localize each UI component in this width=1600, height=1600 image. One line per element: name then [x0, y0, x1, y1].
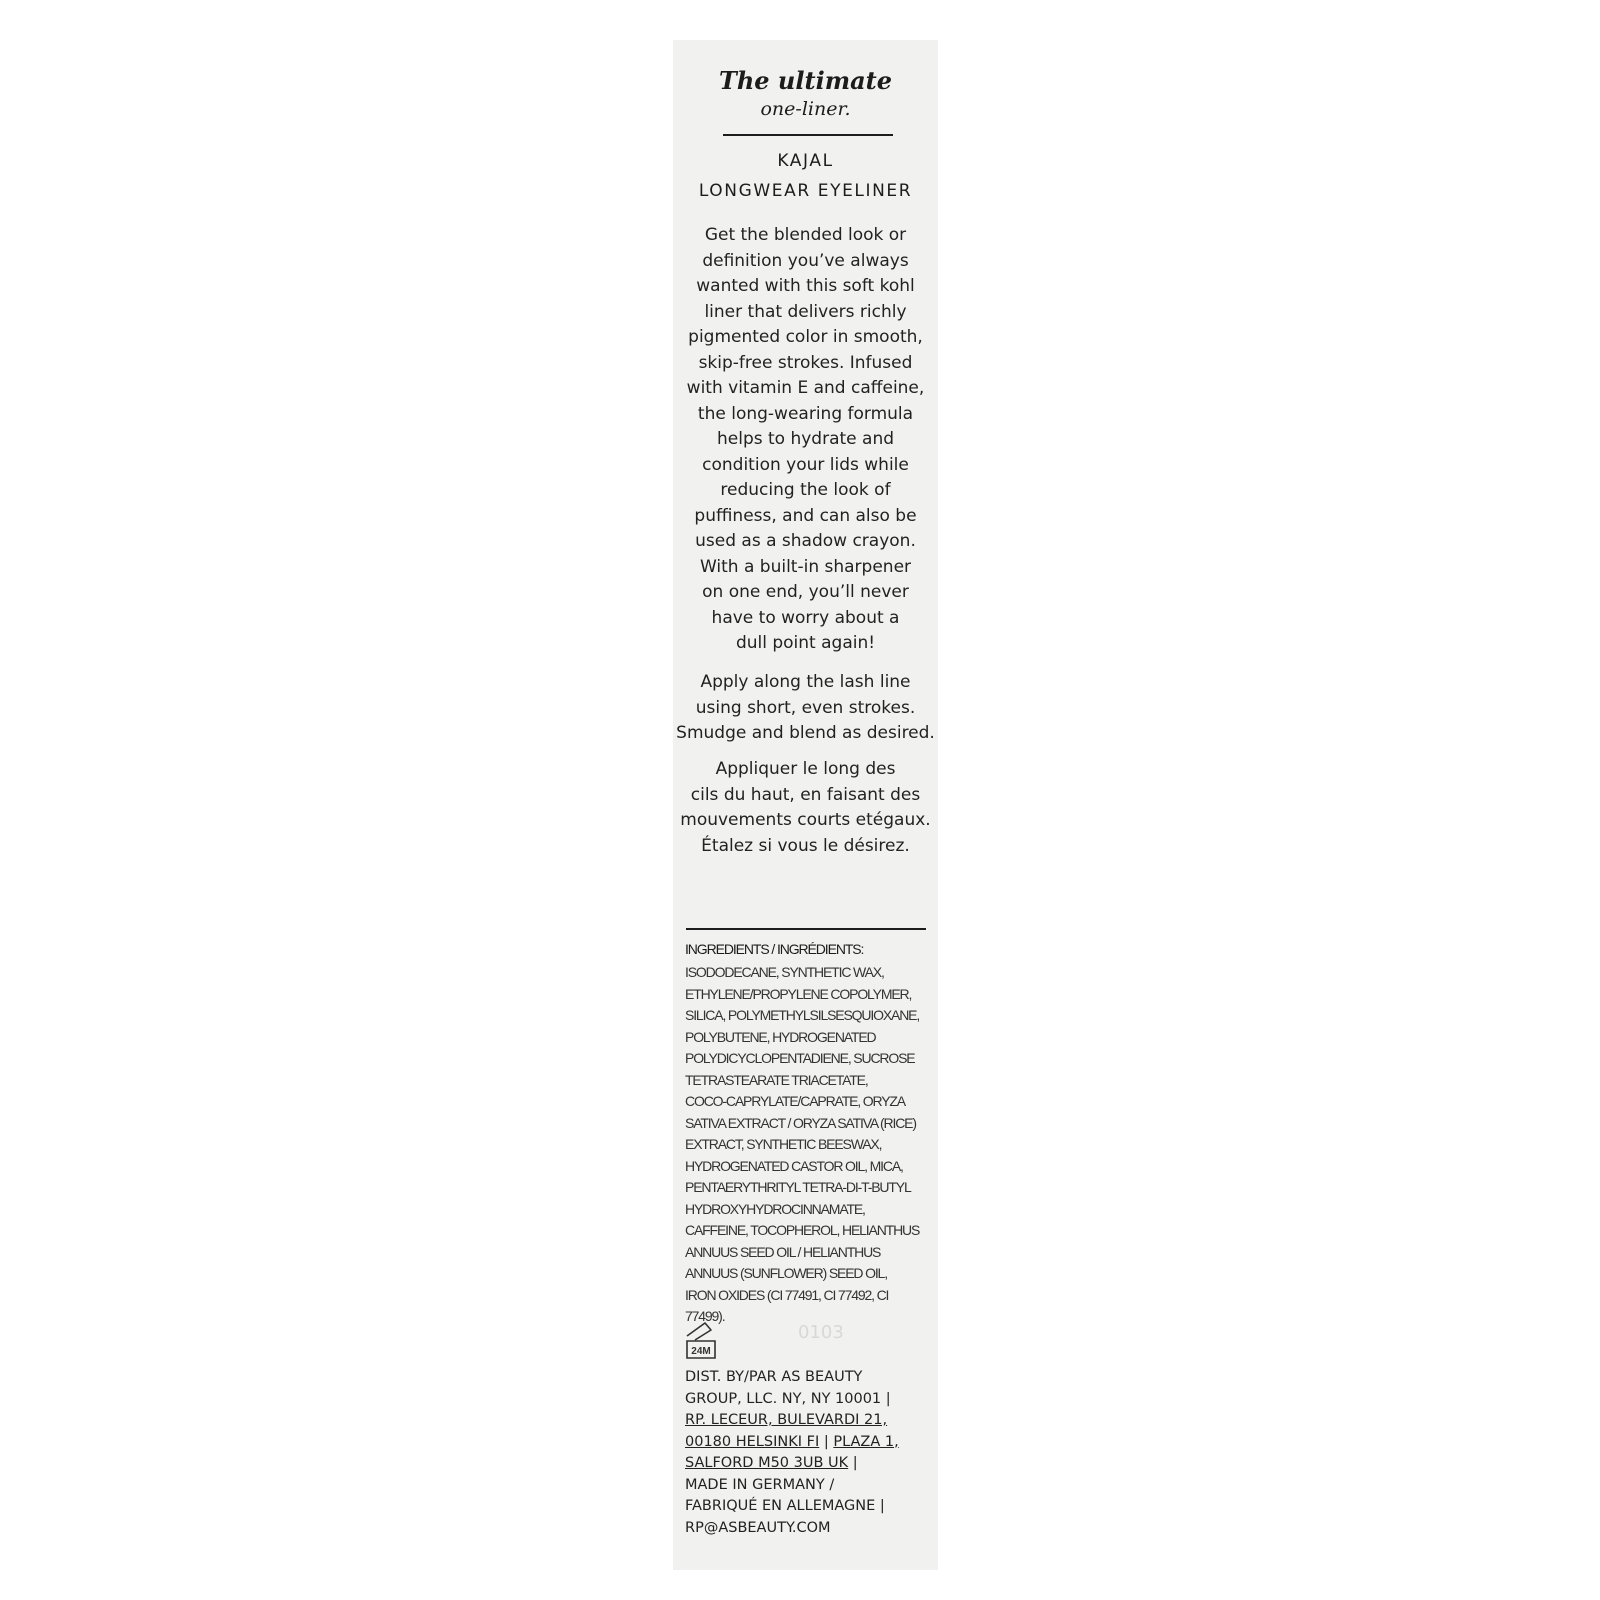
distributor-line: FABRIQUÉ EN ALLEMAGNE | — [685, 1498, 885, 1514]
directions-english: Apply along the lash line using short, even strokes. Smudge and blend as desired. — [676, 672, 935, 743]
contact-email: RP@ASBEAUTY.COM — [685, 1519, 831, 1536]
distributor-info — [685, 1367, 935, 1539]
ingredients-list: ISODODECANE, SYNTHETIC WAX, ETHYLENE/PROPYLENE COPOLYMER, SILICA, POLYMETHYLSILSESQUIOXANE, POLYBUTENE, HYDROGENATED POLYDICYCLOPENTADIENE, SUCROSE TETRASTEARATE TRIACETATE, COCO-CAPRYLATE/CAPRATE, ORYZA SATIVA EXTRACT / ORYZA SATIVA (RICE) EXTRACT, SYNTHETIC BEESWAX, HYDROGENATED CASTOR OIL, MICA, PENTAERYTHRITYL TETRA-DI-T-BUTYL HYDROXYHYDROCINNAMATE, CAFFEINE, TOCOPHEROL, HELIANTHUS ANNUUS SEED OIL / HELIANTHUS ANNUUS (SUNFLOWER) SEED OIL, IRON OXIDES (CI 77491, CI 77492, CI 77499). — [685, 964, 920, 1324]
distributor-line: RP. LECEUR, BULEVARDI 21, — [685, 1412, 888, 1428]
divider-ingredients — [686, 928, 926, 930]
distributor-separator: | — [819, 1433, 834, 1450]
lot-code: 0103 — [798, 1322, 844, 1343]
product-name-line2: LONGWEAR EYELINER — [698, 181, 913, 201]
pao-label: 24M — [691, 1346, 711, 1357]
divider-top — [723, 134, 893, 136]
distributor-separator: | — [848, 1455, 858, 1471]
distributor-line: DIST. BY/PAR AS BEAUTY — [685, 1369, 863, 1385]
product-description: Get the blended look or definition you’ve always wanted with this soft kohl liner that delivers richly pigmented color in smooth, skip-free strokes. Infused with vitamin E and caffeine, the long-wearing formula helps to hydrate and condition your lids while reducing the look of puffiness, and can also be used as a shadow crayon. With a built-in sharpener on one end, you’ll never have to worry about a dull point again! — [686, 225, 925, 653]
headline-line1: The ultimate — [718, 66, 892, 95]
distributor-line: 00180 HELSINKI FI — [685, 1433, 820, 1450]
distributor-line: PLAZA 1, — [833, 1433, 899, 1450]
distributor-line: MADE IN GERMANY / — [685, 1476, 835, 1493]
headline-line2: one-liner. — [760, 98, 851, 120]
open-jar-icon — [683, 1320, 719, 1362]
ingredients-title: INGREDIENTS / INGRÉDIENTS: — [685, 941, 864, 957]
distributor-line: SALFORD M50 3UB UK — [685, 1455, 849, 1471]
directions-french: Appliquer le long des cils du haut, en faisant des mouvements courts etégaux. Étalez si vous le désirez. — [680, 759, 931, 856]
product-name-line1: KAJAL — [777, 151, 834, 171]
distributor-line: GROUP, LLC. NY, NY 10001 | — [685, 1390, 891, 1407]
package-panel — [673, 40, 938, 1570]
